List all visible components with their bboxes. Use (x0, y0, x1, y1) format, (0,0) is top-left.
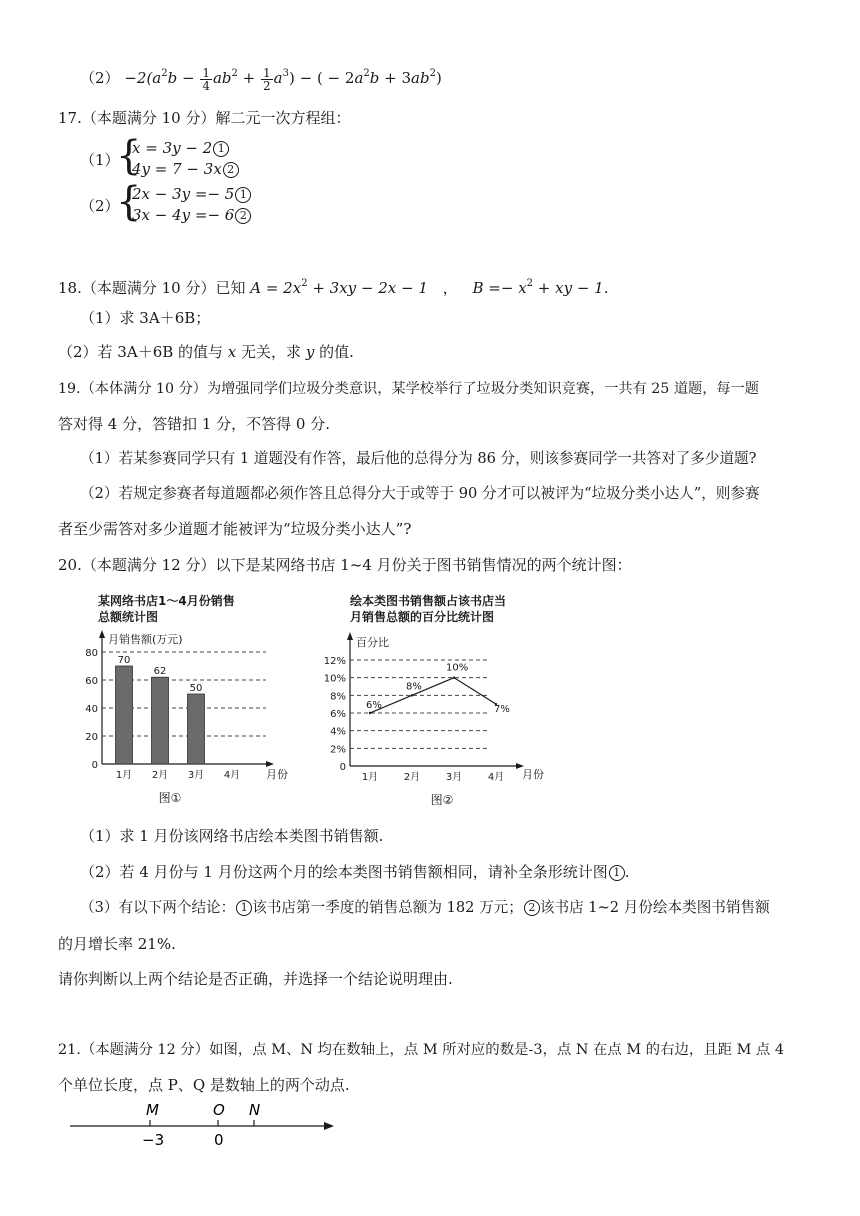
q21-line2: 个单位长度，点 P、Q 是数轴上的两个动点. (58, 1076, 350, 1094)
q19-line1: 19.（本体满分 10 分）为增强同学们垃圾分类意识，某学校举行了垃圾分类知识竞赛，一共有 25 道题，每一题 (58, 381, 759, 397)
chart2-y-arrow-icon (347, 632, 353, 640)
chart2-data-label: 6% (366, 700, 382, 711)
q18-part2: （2）若 3A＋6B 的值与 x 无关，求 y 的值. (58, 343, 354, 361)
chart2-data-label: 10% (446, 662, 469, 674)
number-line-figure (68, 1100, 368, 1160)
q16-part2: $(2) -2(a^2b$ − $\frac{1}{4}$ $ab^2$ + $\frac{1}{2}$ $a^3$) − ( − $2a^2b + 3ab^2$) (80, 65, 442, 93)
chart2-data-point (453, 676, 455, 678)
q20-part1: （1）求 1 月份该网络书店绘本类图书销售额. (80, 827, 384, 845)
chart2-caption: 图② (430, 793, 454, 807)
chart1-bar (188, 694, 205, 764)
chart1-caption: 图① (158, 791, 182, 805)
chart1-y-tick-label: 40 (85, 704, 98, 715)
q17-part1-label: （1） (80, 151, 120, 169)
chart1-data-label: 70 (117, 655, 131, 666)
chart2-y-tick-label: 10% (323, 673, 346, 685)
q18-part1: （1）求 3A＋6B； (80, 309, 211, 327)
chart2-y-tick-label: 8% (330, 691, 346, 703)
chart1-x-arrow-icon (266, 761, 274, 767)
q21-line1: 21.（本题满分 12 分）如图，点 M、N 均在数轴上，点 M 所对应的数是-3，点 N 在点 M 的右边，且距 M 点 4 (58, 1042, 785, 1058)
q19-part1: （1）若某参赛同学只有 1 道题没有作答，最后他的总得分为 86 分，则该参赛同学一共答对了多少道题? (80, 450, 757, 467)
q19-part2-line1: （2）若规定参赛者每道题都必须作答且总得分大于或等于 90 分才可以被评为“垃圾分类小达人”，则参赛 (80, 485, 760, 502)
q20-part3-line2: 的月增长率 21%. (58, 935, 176, 953)
q18-title: 18.（本题满分 10 分）已知 $A = 2x^2 + 3xy - 2x - 1$ ， $B =- x^2$ + xy − 1. (58, 278, 609, 297)
chart2-data-point (411, 694, 413, 696)
chart1-bar (152, 677, 169, 764)
chart2-y-tick-label: 0 (339, 762, 346, 773)
chart1-y-tick-label: 0 (91, 760, 98, 771)
chart2-y-tick-label: 12% (323, 656, 346, 667)
chart1-x-tick-label: 1月 (115, 770, 133, 781)
chart2-y-tick-label: 2% (330, 744, 346, 756)
chart1-data-label: 50 (189, 683, 203, 694)
q19-line2: 答对得 4 分，答错扣 1 分，不答得 0 分. (58, 415, 331, 433)
chart1-bar (116, 666, 133, 764)
chart2-data-label: 7% (494, 704, 510, 716)
chart1-x-tick-label: 4月 (223, 770, 241, 781)
line-chart-figure2 (312, 590, 552, 810)
q17-title: 17.（本题满分 10 分）解二元一次方程组： (58, 109, 351, 127)
chart2-x-tick-label: 3月 (445, 772, 463, 783)
chart2-xlabel: 月份 (522, 768, 544, 781)
q20-part3-line1: （3）有以下两个结论： 1 该书店第一季度的销售总额为 182 万元； 2 该书店 1~2 月份绘本类图书销售额 (80, 899, 770, 916)
value-label-O: 0 (214, 1131, 224, 1149)
value-label-M: −3 (142, 1131, 165, 1149)
point-label-N: N (249, 1101, 261, 1119)
chart2-data-point (369, 712, 371, 714)
chart1-xlabel: 月份 (266, 768, 288, 781)
chart2-ylabel: 百分比 (356, 636, 389, 649)
chart2-y-tick-label: 4% (330, 726, 346, 738)
chart2-x-tick-label: 4月 (487, 772, 505, 783)
chart1-data-label: 62 (153, 666, 167, 678)
point-label-O: O (213, 1101, 225, 1119)
q20-title: 20.（本题满分 12 分）以下是某网络书店 1~4 月份关于图书销售情况的两个统计图： (58, 556, 632, 574)
q16-part2-expression: $-2(a^2b$ − $\frac{1}{4}$ $ab^2$ + $\frac{1}{2}$ $a^3$) − ( − $2a^2b + 3ab^2$) (124, 65, 442, 93)
chart2-x-tick-label: 2月 (403, 772, 421, 783)
q20-part4: 请你判断以上两个结论是否正确，并选择一个结论说明理由. (58, 970, 453, 988)
chart1-y-tick-label: 20 (85, 732, 98, 743)
chart1-y-tick-label: 80 (85, 648, 98, 659)
chart1-y-tick-label: 60 (85, 676, 98, 687)
chart1-y-arrow-icon (99, 630, 105, 638)
bar-chart-figure1 (82, 590, 302, 810)
point-label-M: M (146, 1101, 159, 1119)
chart1-x-tick-label: 3月 (187, 770, 205, 781)
chart2-title-line2: 月销售总额的百分比统计图 (350, 610, 495, 624)
chart1-title-line1: 某网络书店1～4月份销售 (98, 594, 235, 608)
q19-part2-line2: 者至少需答对多少道题才能被评为“垃圾分类小达人”? (58, 520, 412, 538)
arrow-right-icon (324, 1122, 334, 1130)
chart1-title-line2: 总额统计图 (98, 610, 159, 624)
q20-part2: （2）若 4 月份与 1 月份这两个月的绘本类图书销售额相同，请补全条形统计图 1 . (80, 863, 630, 881)
q17-part2-label: （2） (80, 197, 120, 215)
chart2-title-line1: 绘本类图书销售额占该书店当 (350, 594, 507, 608)
chart2-data-label: 8% (406, 681, 422, 693)
chart2-x-tick-label: 1月 (361, 772, 379, 783)
chart1-x-tick-label: 2月 (151, 770, 169, 781)
chart2-y-tick-label: 6% (330, 709, 346, 720)
chart1-ylabel: 月销售额(万元) (108, 633, 183, 646)
